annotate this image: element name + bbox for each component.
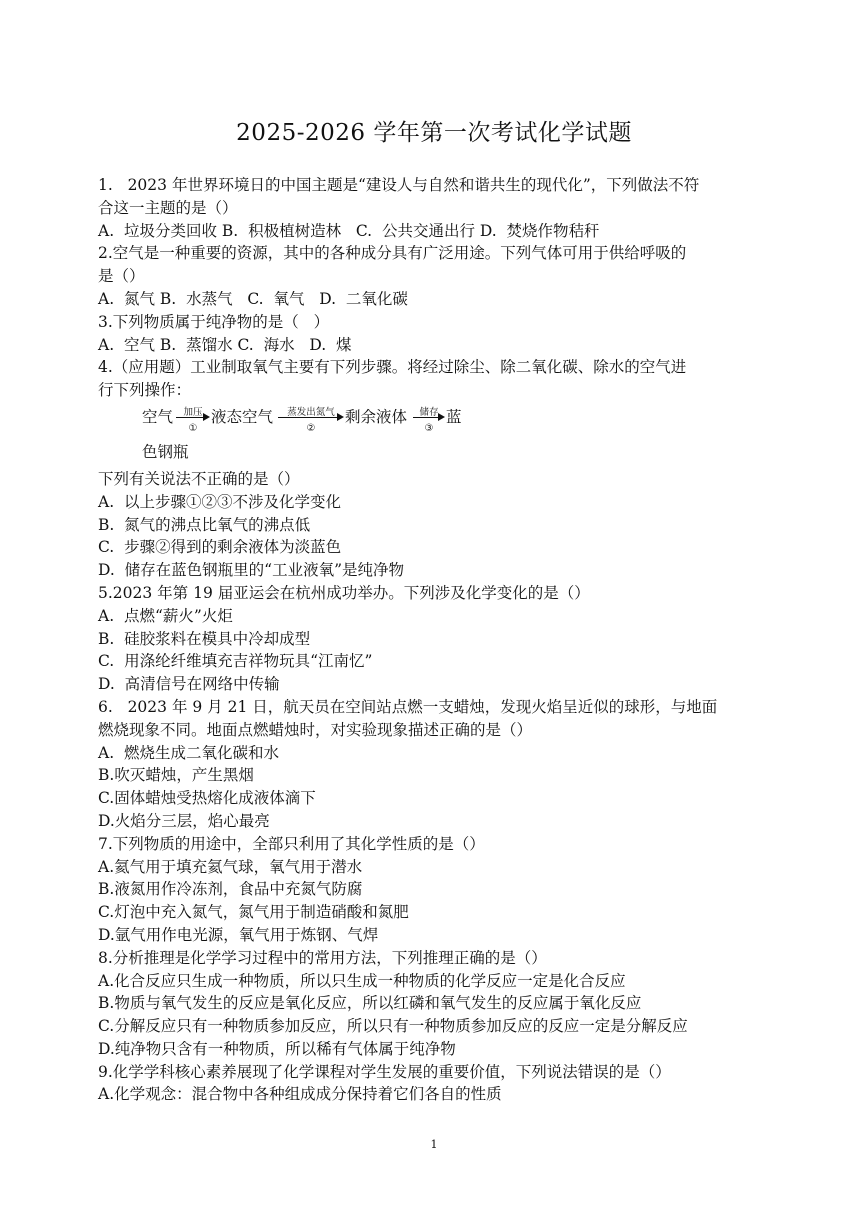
text-line: A. 空气 B. 蒸馏水 C. 海水 D. 煤 [98, 335, 352, 354]
text-line: 3.下列物质属于纯净物的是（ ） [98, 312, 330, 331]
text-line: C. 步骤②得到的剩余液体为淡蓝色 [98, 538, 342, 557]
text-line: 下列有关说法不正确的是（） [98, 469, 300, 488]
text-line: A.氦气用于填充氦气球，氧气用于潜水 [98, 857, 363, 876]
flow-arrow-label: 储存 [419, 406, 439, 418]
text-line: 4.（应用题）工业制取氧气主要有下列步骤。将经过除尘、除二氧化碳、除水的空气进 [98, 358, 687, 377]
text-line: D.氩气用作电光源，氧气用于炼钢、气焊 [98, 925, 379, 944]
text-line: 8.分析推理是化学学习过程中的常用方法，下列推理正确的是（） [98, 948, 547, 967]
flow-step-number: ② [306, 422, 316, 434]
questions-4-9 [98, 468, 776, 1106]
text-line: 6. 2023 年 9 月 21 日，航天员在空间站点燃一支蜡烛，发现火焰呈近似的球形，与地面 [98, 697, 718, 716]
flow-arrow-2 [278, 402, 344, 442]
text-line: C.灯泡中充入氮气，氮气用于制造硝酸和氮肥 [98, 903, 409, 922]
text-line: B.物质与氧气发生的反应是氧化反应，所以红磷和氧气发生的反应属于氧化反应 [98, 994, 642, 1013]
flow-node-blue: 蓝 [446, 407, 462, 426]
text-line: 9.化学学科核心素养展现了化学课程对学生发展的重要价值，下列说法错误的是（） [98, 1062, 671, 1081]
flow-arrow-1 [176, 402, 210, 442]
text-line: C.固体蜡烛受热熔化成液体滴下 [98, 789, 316, 808]
text-line: 1. 2023 年世界环境日的中国主题是“建设人与自然和谐共生的现代化”，下列做法不符 [98, 176, 700, 194]
flow-arrow-label: 加压 [183, 406, 203, 418]
text-line: C. 用涤纶纤维填充吉祥物玩具“江南忆” [98, 652, 373, 671]
text-line: B. 氮气的沸点比氧气的沸点低 [98, 515, 311, 534]
text-line: D.火焰分三层，焰心最亮 [98, 811, 270, 830]
text-line: D. 高清信号在网络中传输 [98, 675, 280, 694]
text-line: 行下列操作： [98, 381, 192, 400]
flow-step-number: ③ [424, 422, 434, 434]
process-flow-diagram [142, 402, 776, 448]
text-line: B. 硅胶浆料在模具中冷却成型 [98, 629, 311, 648]
text-line: 合这一主题的是（） [98, 198, 238, 217]
text-line: A.化学观念：混合物中各种组成成分保持着它们各自的性质 [98, 1085, 502, 1104]
page-title: 2025-2026 学年第一次考试化学试题 [236, 120, 632, 146]
text-line: A. 垃圾分类回收 B. 积极植树造林 C. 公共交通出行 D. 焚烧作物秸秆 [98, 221, 600, 240]
text-line: 5.2023 年第 19 届亚运会在杭州成功举办。下列涉及化学变化的是（） [98, 583, 590, 602]
text-line: 是（） [98, 267, 145, 286]
question-body [98, 174, 776, 1106]
text-line: 7.下列物质的用途中，全部只利用了其化学性质的是（） [98, 834, 485, 853]
flow-arrow-3 [413, 402, 445, 442]
flow-node-liquid-air: 液态空气 [211, 407, 274, 426]
questions-1-4 [98, 174, 776, 402]
flow-step-number: ① [188, 422, 198, 434]
flow-arrow-label: 蒸发出氮气 [287, 406, 335, 418]
text-line: B.吹灭蜡烛，产生黑烟 [98, 766, 254, 785]
text-line: A. 点燃“薪火”火炬 [98, 606, 233, 625]
text-line: C.分解反应只有一种物质参加反应，所以只有一种物质参加反应的反应一定是分解反应 [98, 1017, 688, 1036]
flow-node-air: 空气 [142, 407, 174, 426]
text-line: A. 燃烧生成二氧化碳和水 [98, 743, 279, 762]
page-number: 1 [430, 1138, 438, 1151]
text-line: B.液氮用作冷冻剂，食品中充氮气防腐 [98, 880, 363, 899]
text-line: A. 以上步骤①②③不涉及化学变化 [98, 492, 341, 511]
flow-node-remaining-liquid: 剩余液体 [345, 407, 408, 426]
text-line: A. 氮气 B. 水蒸气 C. 氧气 D. 二氧化碳 [98, 289, 408, 308]
text-line: 2.空气是一种重要的资源，其中的各种成分具有广泛用途。下列气体可用于供给呼吸的 [98, 244, 687, 263]
text-line: D. 储存在蓝色钢瓶里的“工业液氧”是纯净物 [98, 561, 405, 580]
text-line: A.化合反应只生成一种物质，所以只生成一种物质的化学反应一定是化合反应 [98, 971, 626, 990]
text-line: D.纯净物只含有一种物质，所以稀有气体属于纯净物 [98, 1039, 456, 1058]
text-line: 燃烧现象不同。地面点燃蜡烛时，对实验现象描述正确的是（） [98, 720, 533, 739]
flow-node-cylinder: 色钢瓶 [142, 442, 189, 461]
